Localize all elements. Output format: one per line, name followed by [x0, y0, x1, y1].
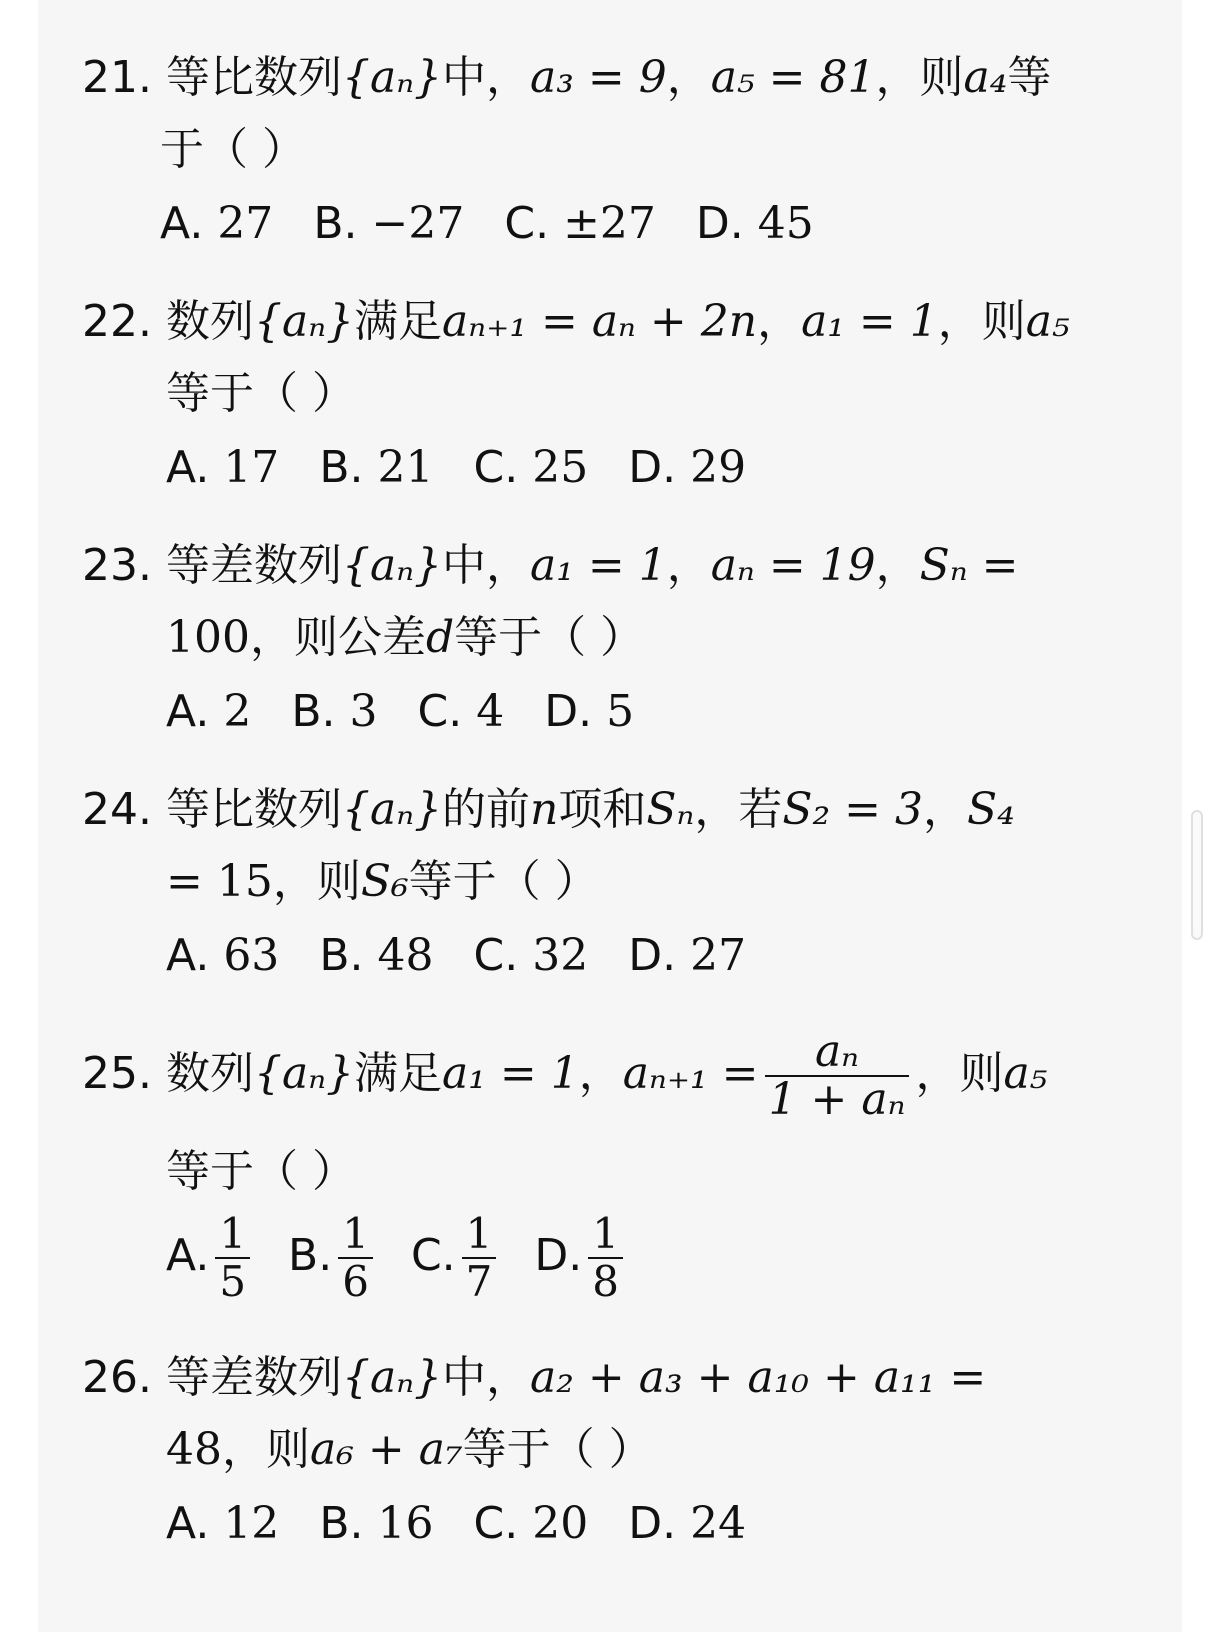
option-value: 3: [349, 686, 378, 737]
sequence-symbol: {aₙ}: [253, 1048, 355, 1099]
option-label: A.: [160, 198, 204, 249]
math-expression: a₁ = 1: [801, 296, 938, 347]
option-value: 27: [217, 198, 274, 249]
option-value: 21: [377, 442, 434, 493]
question-number: 23.: [82, 540, 152, 591]
question-number: 26.: [82, 1352, 152, 1403]
sequence-symbol: {aₙ}: [253, 296, 355, 347]
option-label: B.: [288, 1230, 333, 1281]
option-value: 17: [223, 442, 280, 493]
answer-options: [166, 684, 660, 740]
option-value: 48: [377, 930, 434, 981]
answer-options: [166, 1206, 647, 1306]
option-fraction: $\frac{1}{5}$: [215, 1211, 250, 1305]
math-expression: a₆ + a₇: [310, 1424, 463, 1475]
option-label: A.: [166, 686, 210, 737]
sequence-symbol: {aₙ}: [341, 784, 443, 835]
option-label: C.: [473, 442, 519, 493]
option-label: B.: [313, 198, 358, 249]
option-value: 20: [532, 1498, 589, 1549]
option-label: D.: [695, 198, 744, 249]
question-stem-line1: 26. 等差数列{aₙ}中，a₂ + a₃ + a₁₀ + a₁₁ =: [82, 1352, 987, 1403]
option-value: 63: [223, 930, 280, 981]
sequence-symbol: {aₙ}: [341, 1352, 443, 1403]
answer-options: [166, 928, 772, 984]
math-expression: a₁ = 1: [530, 540, 667, 591]
question-stem-line1: 22. 数列{aₙ}满足aₙ₊₁ = aₙ + 2n，a₁ = 1，则a₅: [82, 296, 1070, 347]
fraction: [765, 1026, 910, 1125]
option-value: 29: [690, 442, 747, 493]
math-expression: Sₙ =: [919, 540, 1019, 591]
question-number: 21.: [82, 52, 152, 103]
math-value: = 15: [166, 856, 273, 907]
math-expression: a₅: [1025, 296, 1070, 347]
option-label: D.: [534, 1230, 583, 1281]
math-expression: a₅ = 81: [710, 52, 876, 103]
option-value: 45: [757, 198, 814, 249]
sequence-symbol: {aₙ}: [341, 52, 443, 103]
scrollbar-thumb[interactable]: [1191, 810, 1203, 940]
sequence-symbol: {aₙ}: [341, 540, 443, 591]
option-value: 32: [532, 930, 589, 981]
option-value: ±27: [563, 198, 656, 249]
option-label: B.: [319, 930, 364, 981]
math-symbol: S₆: [360, 856, 409, 907]
question-stem-line2: 等于（ ）: [166, 368, 356, 419]
option-label: A.: [166, 930, 210, 981]
option-fraction: $\frac{1}{8}$: [588, 1211, 623, 1305]
option-label: D.: [628, 930, 677, 981]
option-label: D.: [628, 442, 677, 493]
math-symbol: n: [530, 784, 559, 835]
option-label: D.: [544, 686, 593, 737]
math-expression: aₙ₊₁ =: [622, 1048, 759, 1099]
option-label: A.: [166, 1498, 210, 1549]
option-fraction: $\frac{1}{6}$: [338, 1211, 373, 1305]
option-label: B.: [291, 686, 336, 737]
option-label: D.: [628, 1498, 677, 1549]
option-value: 25: [532, 442, 589, 493]
question-number: 24.: [82, 784, 152, 835]
math-expression: S₄: [967, 784, 1015, 835]
math-symbol: Sₙ: [646, 784, 695, 835]
question-stem-line1: 24. 等比数列{aₙ}的前n项和Sₙ，若S₂ = 3，S₄: [82, 784, 1015, 835]
math-expression: a₂ + a₃ + a₁₀ + a₁₁ =: [530, 1352, 987, 1403]
math-value: 48: [166, 1424, 222, 1475]
fraction-denominator: 1 + aₙ: [768, 1074, 906, 1125]
math-expression: S₂ = 3: [782, 784, 923, 835]
option-value: 12: [223, 1498, 280, 1549]
fraction-numerator: aₙ: [765, 1029, 910, 1077]
option-value: 27: [690, 930, 747, 981]
answer-options: [160, 196, 840, 252]
question-stem-line2: 于（ ）: [160, 124, 306, 175]
option-label: B.: [319, 442, 364, 493]
option-value: −27: [371, 198, 465, 249]
option-label: C.: [417, 686, 463, 737]
option-value: 16: [377, 1498, 434, 1549]
answer-options: [166, 1496, 772, 1552]
math-expression: aₙ = 19: [710, 540, 876, 591]
math-expression: aₙ₊₁ = aₙ + 2n: [442, 296, 758, 347]
option-label: B.: [319, 1498, 364, 1549]
option-value: 2: [223, 686, 252, 737]
math-expression: a₅: [1003, 1048, 1048, 1099]
question-stem-line1: 25. 数列{aₙ}满足a₁ = 1，aₙ₊₁ = $\frac{\text{aₙ}}{\text{1 + aₙ}}$ ，则a₅: [82, 1026, 1048, 1125]
option-label: A.: [166, 442, 210, 493]
math-expression: a₄: [963, 52, 1008, 103]
question-stem-line2: = 15，则S₆等于（ ）: [166, 856, 599, 907]
answer-options: [166, 440, 772, 496]
math-expression: a₁ = 1: [442, 1048, 579, 1099]
option-value: 4: [476, 686, 505, 737]
option-label: C.: [410, 1230, 456, 1281]
question-stem-line2: 100，则公差d等于（ ）: [166, 612, 645, 663]
math-symbol: d: [425, 612, 455, 663]
question-number: 25.: [82, 1048, 152, 1099]
option-label: C.: [473, 1498, 519, 1549]
option-label: C.: [504, 198, 550, 249]
question-stem-line1: 23. 等差数列{aₙ}中，a₁ = 1，aₙ = 19，Sₙ =: [82, 540, 1019, 591]
question-stem-line2: 48，则a₆ + a₇等于（ ）: [166, 1424, 653, 1475]
option-value: 5: [606, 686, 635, 737]
option-value: 24: [690, 1498, 747, 1549]
math-expression: a₃ = 9: [530, 52, 667, 103]
option-label: A.: [166, 1230, 210, 1281]
question-number: 22.: [82, 296, 152, 347]
math-value: 100: [166, 612, 250, 663]
question-stem-line2: 等于（ ）: [166, 1146, 356, 1197]
option-label: C.: [473, 930, 519, 981]
question-stem-line1: 21. 等比数列{aₙ}中，a₃ = 9，a₅ = 81，则a₄等: [82, 52, 1052, 103]
option-fraction: $\frac{1}{7}$: [462, 1211, 497, 1305]
